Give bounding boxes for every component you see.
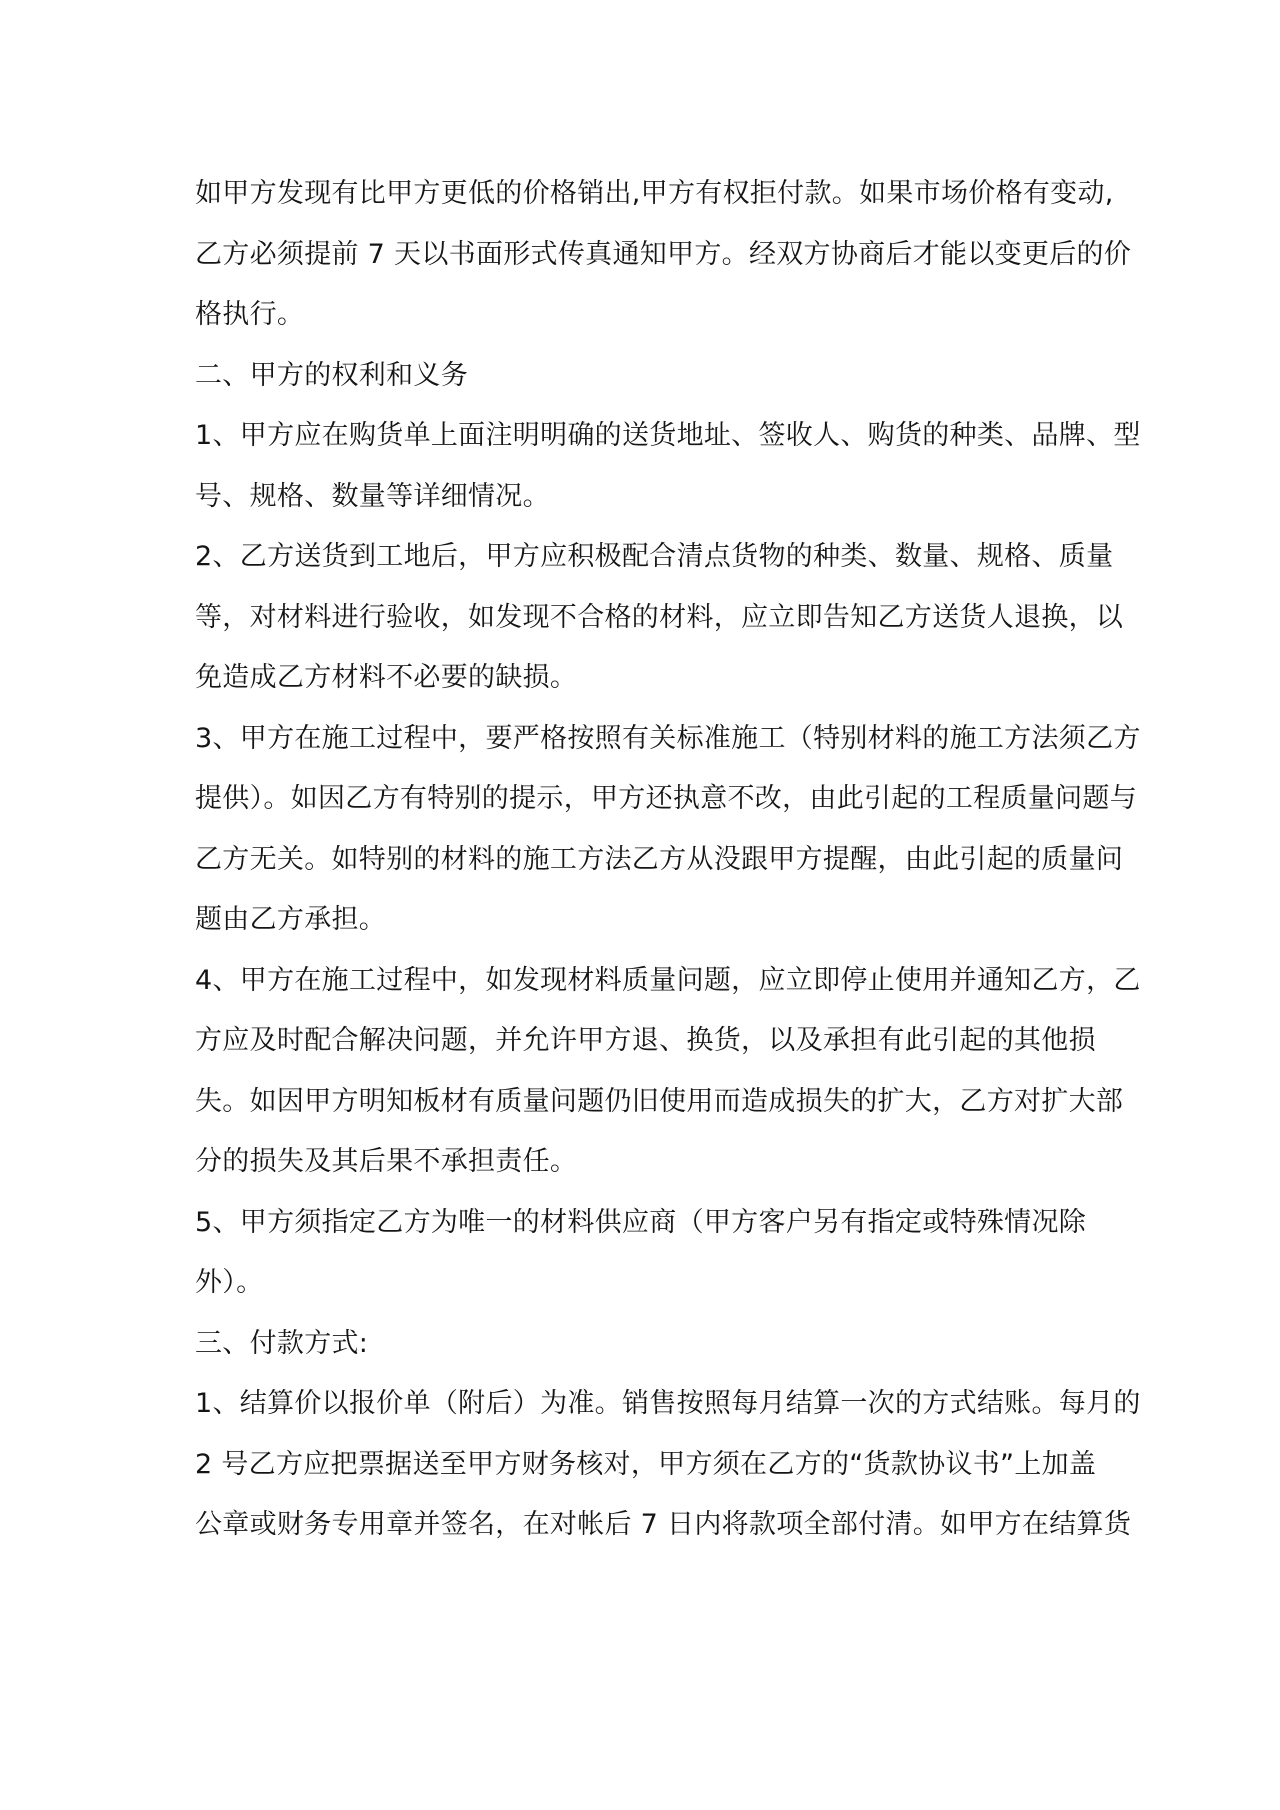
paragraph xyxy=(195,951,1141,1193)
text-line: 三、付款方式: xyxy=(195,1327,369,1359)
paragraph xyxy=(195,709,1141,951)
text-line: 失。如因甲方明知板材有质量问题仍旧使用而造成损失的扩大，乙方对扩大部 xyxy=(195,1085,1124,1117)
text-line: 等，对材料进行验收，如发现不合格的材料，应立即告知乙方送货人退换，以 xyxy=(195,601,1124,633)
document-body xyxy=(195,164,1141,1556)
text-line: 号、规格、数量等详细情况。 xyxy=(195,480,550,512)
text-line: 免造成乙方材料不必要的缺损。 xyxy=(195,662,578,693)
text-line: 分的损失及其后果不承担责任。 xyxy=(195,1146,578,1177)
text-line: 提供）。如因乙方有特别的提示，甲方还执意不改，由此引起的工程质量问题与 xyxy=(195,783,1137,814)
text-line: 格执行。 xyxy=(195,299,305,330)
paragraph xyxy=(195,1374,1141,1556)
text-line: 1、结算价以报价单（附后）为准。销售按照每月结算一次的方式结账。每月的 xyxy=(195,1388,1141,1419)
text-line: 公章或财务专用章并签名，在对帐后 7 日内将款项全部付清。如甲方在结算货 xyxy=(195,1509,1132,1540)
paragraph xyxy=(195,164,1132,346)
text-line: 1、甲方应在购货单上面注明明确的送货地址、签收人、购货的种类、品牌、型 xyxy=(195,420,1141,451)
paragraph xyxy=(195,1314,1115,1375)
text-line: 5、甲方须指定乙方为唯一的材料供应商（甲方客户另有指定或特殊情况除 xyxy=(195,1206,1087,1238)
text-line: 乙方必须提前 7 天以书面形式传真通知甲方。经双方协商后才能以变更后的价 xyxy=(195,238,1132,270)
paragraph xyxy=(195,346,1115,407)
text-line: 2 号乙方应把票据送至甲方财务核对，甲方须在乙方的“货款协议书”上加盖 xyxy=(195,1448,1097,1480)
text-line: 4、甲方在施工过程中，如发现材料质量问题，应立即停止使用并通知乙方，乙 xyxy=(195,964,1141,996)
text-line: 题由乙方承担。 xyxy=(195,904,387,935)
text-line: 方应及时配合解决问题，并允许甲方退、换货，以及承担有此引起的其他损 xyxy=(195,1025,1096,1056)
paragraph xyxy=(195,527,1124,709)
text-line: 2、乙方送货到工地后，甲方应积极配合清点货物的种类、数量、规格、质量 xyxy=(195,541,1114,572)
paragraph xyxy=(195,1193,1115,1314)
text-line: 二、甲方的权利和义务 xyxy=(195,359,468,391)
text-line: 外）。 xyxy=(195,1267,264,1298)
text-line: 3、甲方在施工过程中，要严格按照有关标准施工（特别材料的施工方法须乙方 xyxy=(195,722,1141,754)
text-line: 乙方无关。如特别的材料的施工方法乙方从没跟甲方提醒，由此引起的质量问 xyxy=(195,843,1124,875)
text-line: 如甲方发现有比甲方更低的价格销出,甲方有权拒付款。如果市场价格有变动, xyxy=(195,178,1114,209)
paragraph xyxy=(195,406,1141,527)
